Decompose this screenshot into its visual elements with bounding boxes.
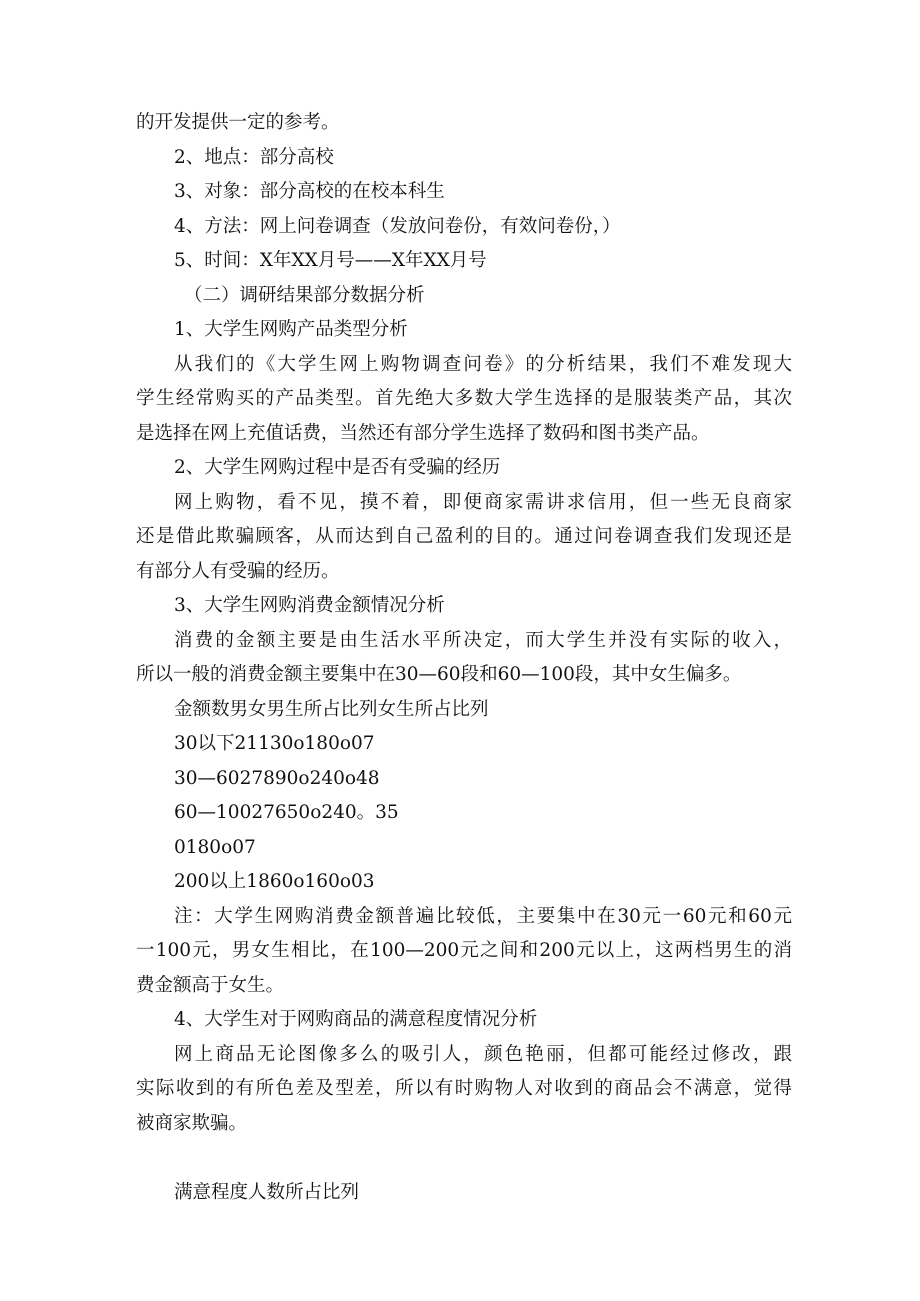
spacer: [136, 1141, 792, 1176]
note-line: 注：大学生网购消费金额普遍比较低，主要集中在30元一60元和60元: [174, 905, 792, 927]
item-method: 4、方法：网上问卷调查（发放问卷份，有效问卷份，）: [174, 215, 621, 237]
item-location: 2、地点：部分高校: [174, 146, 334, 168]
paragraph-line: 还是借此欺骗顾客，从而达到自己盈利的目的。通过问卷调查我们发现还是: [136, 526, 792, 547]
item-subjects: 3、对象：部分高校的在校本科生: [174, 181, 445, 202]
table-row-line: 60—10027650o240。35: [174, 802, 399, 823]
paragraph-line: 从我们的《大学生网上购物调查问卷》的分析结果，我们不难发现大: [174, 353, 792, 375]
table-header-line: 金额数男女男生所占比列女生所占比列: [174, 698, 489, 720]
paragraph-line: 被商家欺骗。: [136, 1112, 248, 1134]
table-row-line: 0180o07: [174, 836, 256, 858]
note-line: 费金额高于女生。: [136, 974, 285, 996]
subsection-heading-1: 1、大学生网购产品类型分析: [174, 319, 408, 340]
table-row-line: 30—6027890o240o48: [174, 767, 380, 789]
table-row-line: 30以下21130o180o07: [174, 733, 375, 754]
paragraph-line: 实际收到的有所色差及型差，所以有时购物人对收到的商品会不满意，觉得: [136, 1078, 792, 1099]
table-row-line: 200以上1860o160o03: [174, 871, 375, 892]
subsection-heading-3: 3、大学生网购消费金额情况分析: [174, 595, 445, 616]
paragraph-line: 有部分人有受骗的经历。: [136, 560, 340, 582]
paragraph-line: 学生经常购买的产品类型。首先绝大多数大学生选择的是服装类产品，其次: [136, 388, 792, 409]
paragraph-line: 网上商品无论图像多么的吸引人，颜色艳丽，但都可能经过修改，跟: [174, 1043, 792, 1065]
paragraph-line: 消费的金额主要是由生活水平所决定，而大学生并没有实际的收入，: [174, 629, 792, 651]
item-time: 5、时间：X年XX月号——X年XX月号: [174, 250, 487, 271]
section-heading: （二）调研结果部分数据分析: [184, 284, 425, 306]
note-line: 一100元，男女生相比，在100—200元之间和200元以上，这两档男生的消: [136, 940, 792, 961]
paragraph-line: 的开发提供一定的参考。: [136, 112, 340, 133]
subsection-heading-2: 2、大学生网购过程中是否有受骗的经历: [174, 457, 501, 478]
subsection-heading-4: 4、大学生对于网购商品的满意程度情况分析: [174, 1009, 538, 1030]
paragraph-line: 所以一般的消费金额主要集中在30—60段和60—100段，其中女生偏多。: [136, 664, 742, 685]
table-header-line: 满意程度人数所占比列: [174, 1181, 360, 1203]
paragraph-line: 网上购物，看不见，摸不着，即便商家需讲求信用，但一些无良商家: [174, 491, 792, 513]
document-body: [136, 106, 792, 1210]
paragraph-line: 是选择在网上充值话费，当然还有部分学生选择了数码和图书类产品。: [136, 422, 710, 444]
